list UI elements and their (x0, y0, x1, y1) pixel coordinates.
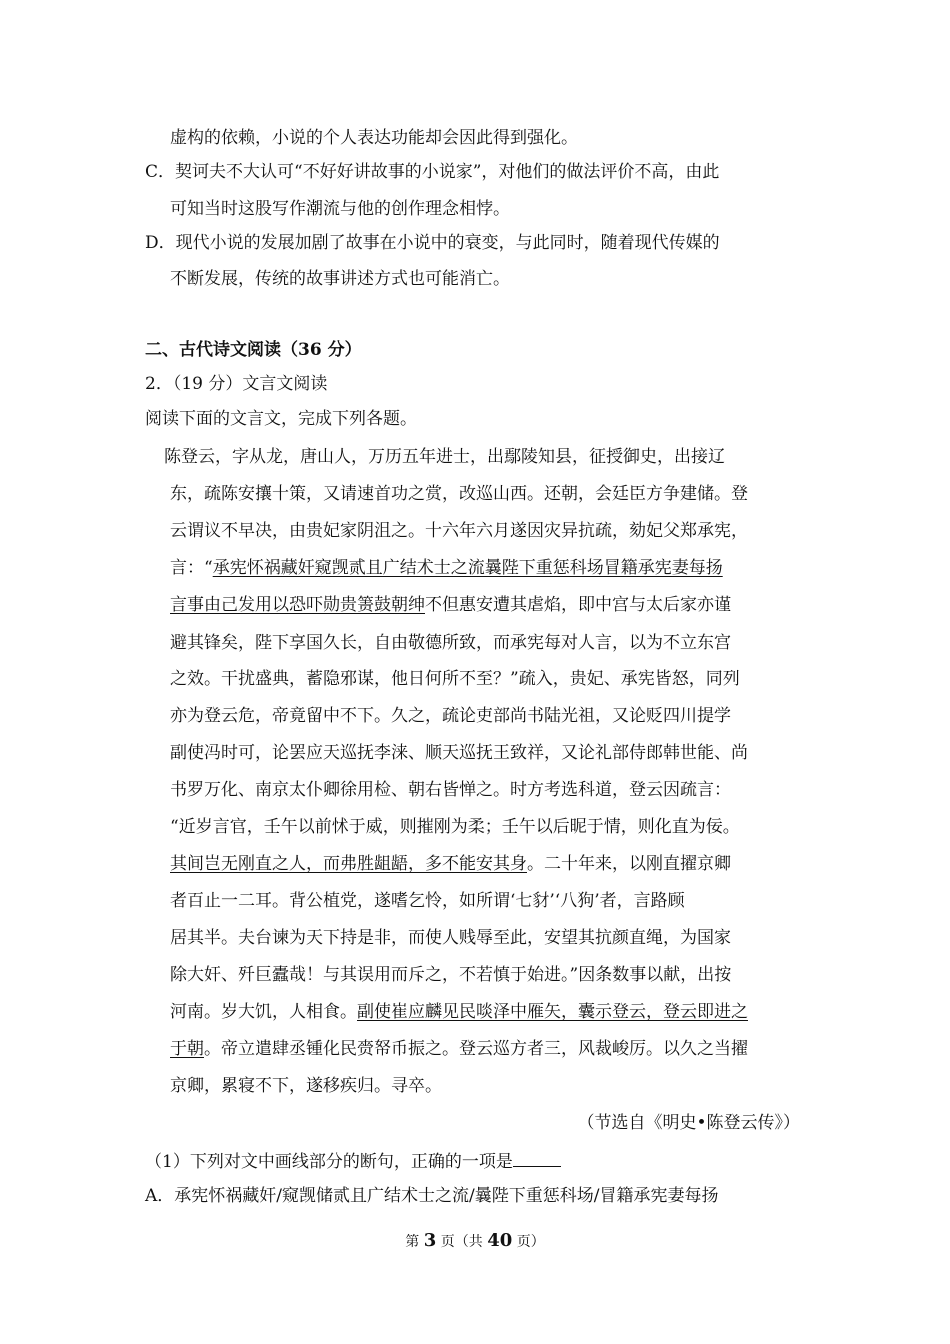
passage-text: 。二十年来，以刚直擢京卿 (527, 854, 731, 874)
footer-suffix: 页） (512, 1234, 545, 1250)
sub-question-text: （1）下列对文中画线部分的断句，正确的一项是 (145, 1152, 513, 1172)
option-d: D．现代小说的发展加剧了故事在小说中的衰变，与此同时，随着现代传媒的 (145, 233, 720, 253)
underlined-text: 承宪怀祸藏奸窥觊贰且广结术士之流曩陛下重惩科场冒籍承宪妻每扬 (212, 558, 723, 578)
underlined-text: 副使崔应麟见民啖泽中雁矢，囊示登云，登云即进之 (357, 1002, 748, 1022)
source-citation: （节选自《明史•陈登云传》） (577, 1113, 800, 1133)
footer-prefix: 第 (405, 1234, 424, 1250)
question-heading: 2．（19 分）文言文阅读 (145, 374, 328, 394)
passage-text: 言：“ (170, 558, 213, 578)
passage-line (170, 1038, 748, 1060)
page-number: 3 (423, 1230, 437, 1251)
passage-line: 者百止一二耳。背公植党，遂嗜乞怜，如所谓‘七豺’‘八狗’者，言路顾 (170, 891, 685, 911)
passage-text: 河南。岁大饥，人相食。 (170, 1002, 357, 1022)
option-a: A．承宪怀祸藏奸/窥觊储贰且广结术士之流/曩陛下重惩科场/冒籍承宪妻每扬 (145, 1186, 719, 1206)
passage-line (170, 557, 723, 579)
passage-line: 之效。干扰盛典，蓄隐邪谋，他日何所不至？”疏入，贵妃、承宪皆怒，同列 (170, 669, 740, 689)
passage-text: 。帝立遣肆丞锺化民赍帑币振之。登云巡方者三，风裁峻厉。以久之当擢 (204, 1039, 748, 1059)
page-total: 40 (487, 1230, 513, 1251)
underlined-text: 言事由己发用以恐吓勋贵箦鼓朝绅 (170, 595, 425, 615)
passage-line: 避其锋矣，陛下享国久长，自由敬德所致，而承宪每对人言，以为不立东宫 (170, 633, 731, 653)
passage-text: 不但惠安遭其虐焰，即中宫与太后家亦谨 (425, 595, 731, 615)
page-footer (0, 1230, 950, 1251)
passage-line: 副使冯时可，论罢应天巡抚李涞、顺天巡抚王致祥，又论礼部侍郎韩世能、尚 (170, 743, 748, 763)
text-line: 不断发展，传统的故事讲述方式也可能消亡。 (170, 269, 510, 289)
passage-line: 云谓议不早决，由贵妃家阴沮之。十六年六月遂因灾异抗疏，劾妃父郑承宪， (170, 521, 748, 541)
answer-blank[interactable] (513, 1150, 561, 1167)
section-heading: 二、古代诗文阅读（36 分） (145, 340, 362, 360)
passage-line (170, 853, 731, 875)
passage-line (170, 1001, 748, 1023)
passage-line: 东，疏陈安攘十策，又请速首功之赏，改巡山西。还朝，会廷臣方争建储。登 (170, 484, 748, 504)
passage-line: 居其半。夫台谏为天下持是非，而使人贱辱至此，安望其抗颜直绳，为国家 (170, 928, 731, 948)
passage-line: 陈登云，字从龙，唐山人，万历五年进士，出鄢陵知县，征授御史，出接辽 (164, 447, 725, 467)
sub-question (145, 1150, 561, 1173)
text-line: 虚构的依赖，小说的个人表达功能却会因此得到强化。 (170, 128, 578, 148)
text-line: 可知当时这股写作潮流与他的创作理念相悖。 (170, 199, 510, 219)
passage-line: 书罗万化、南京太仆卿徐用检、朝右皆惮之。时方考选科道，登云因疏言： (170, 780, 731, 800)
option-c: C．契诃夫不大认可“不好好讲故事的小说家”，对他们的做法评价不高，由此 (145, 162, 720, 182)
passage-line: “近岁言官，壬午以前怵于威，则摧刚为柔；壬午以后昵于情，则化直为佞。 (170, 817, 740, 837)
passage-line: 除大奸、歼巨蠹哉！与其误用而斥之，不若慎于始进。”因条数事以献，出按 (170, 965, 732, 985)
instruction: 阅读下面的文言文，完成下列各题。 (145, 409, 417, 429)
footer-middle: 页（共 (436, 1234, 488, 1250)
passage-line (170, 594, 731, 616)
passage-line: 京卿，累寝不下，遂移疾归。寻卒。 (170, 1076, 442, 1096)
underlined-text: 其间岂无刚直之人，而弗胜龃龉，多不能安其身 (170, 854, 527, 874)
underlined-text: 于朝 (170, 1039, 204, 1059)
passage-line: 亦为登云危，帝竟留中不下。久之，疏论吏部尚书陆光祖，又论贬四川提学 (170, 706, 731, 726)
